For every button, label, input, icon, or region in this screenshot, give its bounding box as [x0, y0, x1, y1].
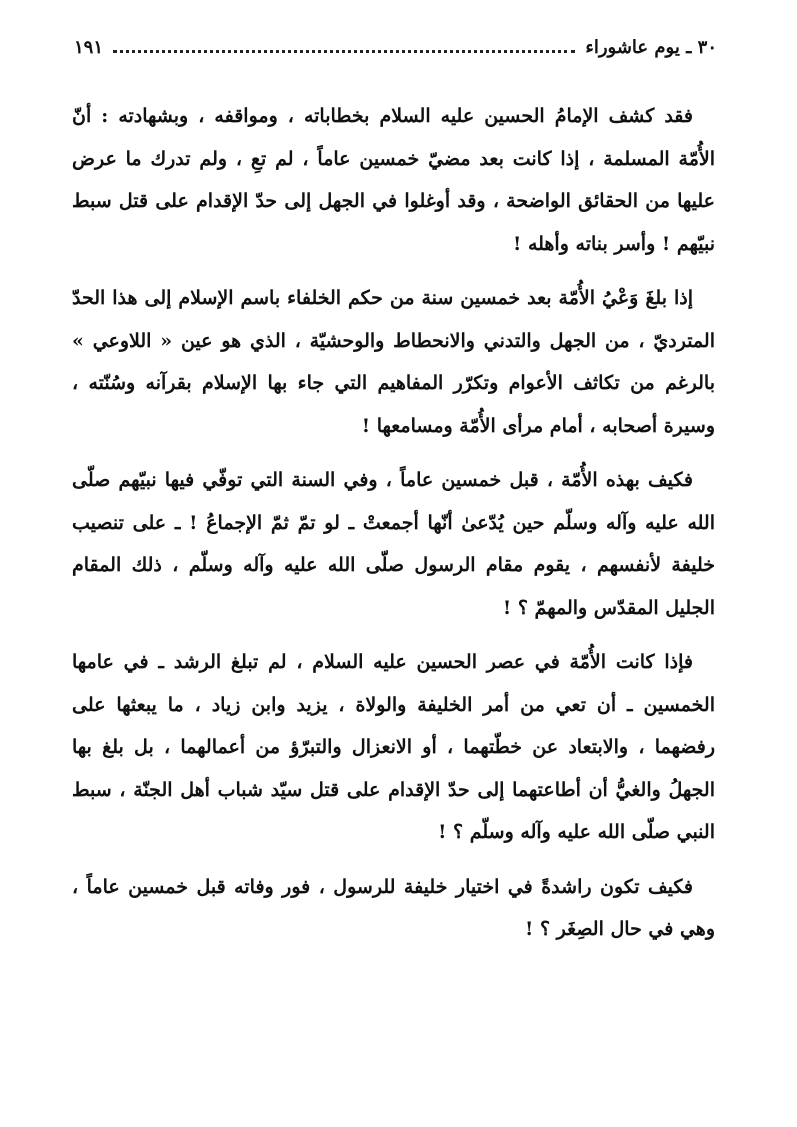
header-dot-leader [113, 50, 575, 53]
paragraph-4: فإذا كانت الأُمّة في عصر الحسين عليه السلام ، لم تبلغ الرشد ـ في عامها الخمسين ـ أن تعي من أمر الخليفة والولاة ، يزيد وابن زياد ، ما يبعثها على رفضهما ، والابتعاد عن خطّتهما ، أو الانعزال والتبرّؤ من أعمالهما ، بل بلغ بها الجهلُ والغيُّ أن أطاعتهما إلى حدّ الإقدام على قتل سيّد شباب أهل الجنّة ، سبط النبي صلّى الله عليه وآله وسلّم ؟ ! [72, 651, 715, 843]
paragraph-2: إذا بلغَ وَعْيُ الأُمّة بعد خمسين سنة من حكم الخلفاء باسم الإسلام إلى هذا الحدّ المترديّ ، من الجهل والتدني والانحطاط والوحشيّة ، الذي هو عين « اللاوعي » بالرغم من تكاثف الأعوام وتكرّر المفاهيم التي جاء بها الإسلام بقرآنه وسُنّته ، وسيرة أصحابه ، أمام مرأى الأُمّة ومسامعها ! [72, 287, 715, 437]
paragraph-1: فقد كشف الإمامُ الحسين عليه السلام بخطاباته ، ومواقفه ، وبشهادته : أنّ الأُمّة المسلمة ، إذا كانت بعد مضيّ خمسين عاماً ، لم تعِ ، ولم تدرك ما عرض عليها من الحقائق الواضحة ، وقد أوغلوا في الجهل إلى حدّ الإقدام على قتل سبط نبيّهم ! وأسر بناته وأهله ! [72, 105, 715, 255]
running-header [74, 30, 717, 64]
paragraph-3: فكيف بهذه الأُمّة ، قبل خمسين عاماً ، وفي السنة التي توفّي فيها نبيّهم صلّى الله عليه وآله وسلّم حين يُدّعىٰ أنّها أجمعتْ ـ لو تمّ ثمّ الإجماعُ ! ـ على تنصيب خليفة لأنفسهم ، يقوم مقام الرسول صلّى الله عليه وآله وسلّم ، ذلك المقام الجليل المقدّس والمهمّ ؟ ! [72, 469, 715, 619]
paragraph-5: فكيف تكون راشدةً في اختيار خليفة للرسول ، فور وفاته قبل خمسين عاماً ، وهي في حال الصِغَر ؟ ! [72, 875, 715, 940]
page-body [72, 95, 715, 963]
page-number: ١٩١ [74, 36, 104, 58]
chapter-title: ٣٠ ـ يوم عاشوراء [585, 36, 717, 58]
